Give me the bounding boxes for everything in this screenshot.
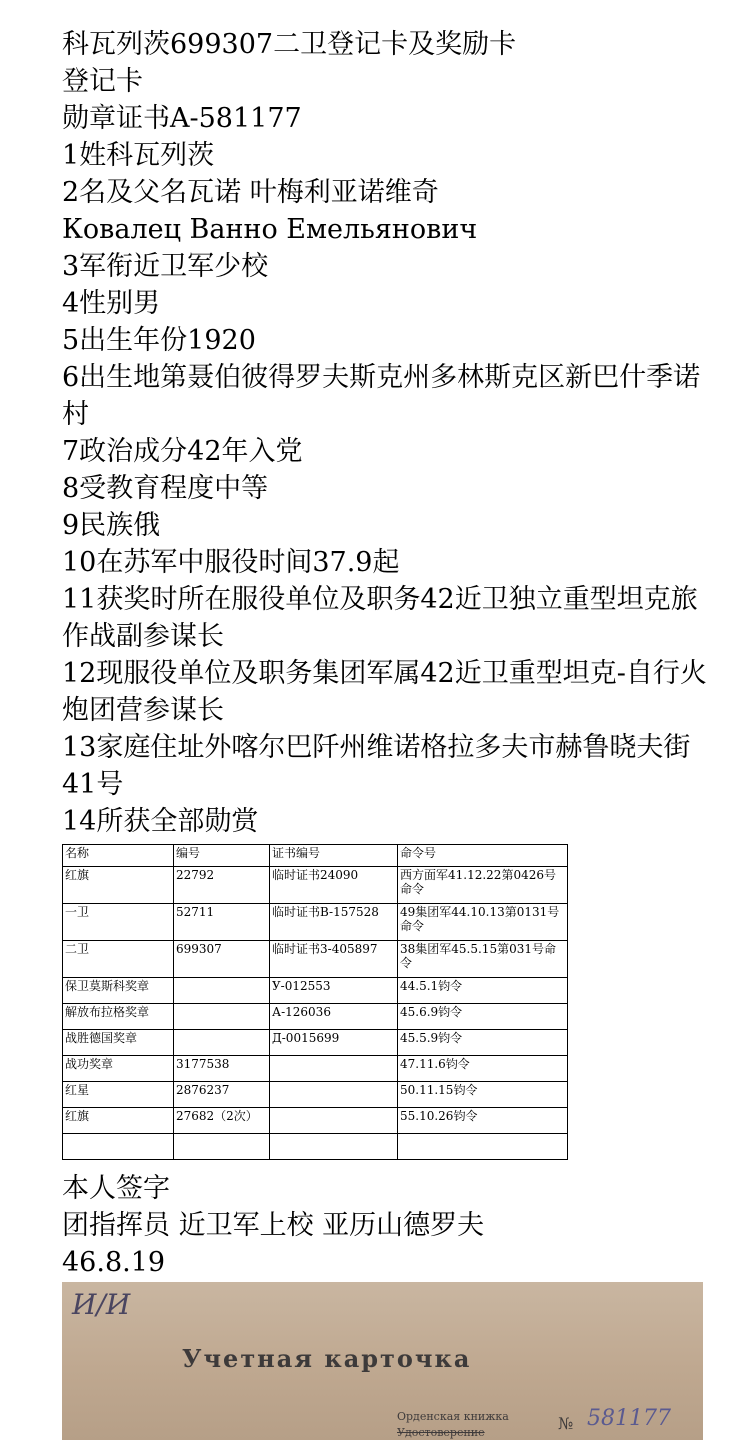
signature-label: 本人签字 — [62, 1173, 170, 1204]
section-heading: 登记卡 — [62, 66, 143, 97]
table-cell: 49集团军44.10.13第0131号命令 — [398, 904, 568, 941]
document-title: 科瓦列茨699307二卫登记卡及奖励卡 — [62, 29, 517, 60]
table-cell: 52711 — [174, 904, 270, 941]
table-row — [63, 1030, 568, 1056]
record-line: 13家庭住址外喀尔巴阡州维诺格拉多夫市赫鲁晓夫街41号 — [62, 732, 691, 800]
number-sign: № — [558, 1414, 574, 1433]
table-cell: 22792 — [174, 867, 270, 904]
table-row — [63, 1004, 568, 1030]
record-line: 3军衔近卫军少校 — [62, 251, 269, 282]
table-row — [63, 904, 568, 941]
record-line: 9民族俄 — [62, 510, 161, 541]
header-cell: 证书编号 — [270, 845, 398, 867]
table-cell: 临时证书B-157528 — [270, 904, 398, 941]
table-cell: 红旗 — [63, 867, 174, 904]
record-line: 2名及父名瓦诺 叶梅利亚诺维奇 — [62, 177, 439, 208]
header-cell: 命令号 — [398, 845, 568, 867]
date-line: 46.8.19 — [62, 1247, 166, 1278]
record-text — [62, 26, 712, 840]
table-cell: Д-0015699 — [270, 1030, 398, 1056]
table-cell — [63, 1134, 174, 1160]
record-line: 5出生年份1920 — [62, 325, 256, 356]
table-row — [63, 1056, 568, 1082]
table-row — [63, 941, 568, 978]
table-cell: 50.11.15钧令 — [398, 1082, 568, 1108]
table-cell: 55.10.26钧令 — [398, 1108, 568, 1134]
record-line: 1姓科瓦列茨 — [62, 140, 215, 171]
record-line: 勋章证书A-581177 — [62, 103, 302, 134]
header-cell: 编号 — [174, 845, 270, 867]
card-label: Орденская книжка — [397, 1410, 509, 1423]
record-line: 11获奖时所在服役单位及职务42近卫独立重型坦克旅作战副参谋长 — [62, 584, 698, 652]
table-cell — [398, 1134, 568, 1160]
table-cell — [270, 1108, 398, 1134]
table-cell: 解放布拉格奖章 — [63, 1004, 174, 1030]
card-title: Учетная карточка — [182, 1344, 472, 1373]
table-cell — [174, 1134, 270, 1160]
table-cell — [270, 1082, 398, 1108]
record-line: 6出生地第聂伯彼得罗夫斯克州多林斯克区新巴什季诺村 — [62, 362, 701, 430]
table-header-row — [63, 845, 568, 867]
handwritten-mark: И/И — [72, 1288, 131, 1321]
table-cell: У-012553 — [270, 978, 398, 1004]
table-row — [63, 1108, 568, 1134]
record-line: 7政治成分42年入党 — [62, 436, 303, 467]
table-cell: 战胜德国奖章 — [63, 1030, 174, 1056]
table-cell: 45.5.9钧令 — [398, 1030, 568, 1056]
table-row — [63, 1134, 568, 1160]
table-row — [63, 1082, 568, 1108]
table-cell — [174, 1030, 270, 1056]
table-cell: 红旗 — [63, 1108, 174, 1134]
table-cell: 27682（2次） — [174, 1108, 270, 1134]
table-cell: 西方面军41.12.22第0426号命令 — [398, 867, 568, 904]
record-line: Ковалец Ванно Емельянович — [62, 214, 478, 245]
table-cell: 3177538 — [174, 1056, 270, 1082]
table-row — [63, 867, 568, 904]
table-cell: 45.6.9钧令 — [398, 1004, 568, 1030]
table-cell — [174, 978, 270, 1004]
handwritten-number: 581177 — [587, 1406, 671, 1431]
table-cell: 47.11.6钧令 — [398, 1056, 568, 1082]
scanned-card-image — [62, 1282, 703, 1440]
table-cell — [270, 1056, 398, 1082]
table-cell: 临时证书3-405897 — [270, 941, 398, 978]
record-line: 4性别男 — [62, 288, 161, 319]
awards-table — [62, 844, 568, 1160]
record-line: 8受教育程度中等 — [62, 473, 269, 504]
table-cell — [174, 1004, 270, 1030]
table-cell: 一卫 — [63, 904, 174, 941]
table-cell: 临时证书24090 — [270, 867, 398, 904]
table-cell: 2876237 — [174, 1082, 270, 1108]
table-cell: А-126036 — [270, 1004, 398, 1030]
commander-line: 团指挥员 近卫军上校 亚历山德罗夫 — [62, 1210, 485, 1241]
table-cell: 战功奖章 — [63, 1056, 174, 1082]
table-cell: 红星 — [63, 1082, 174, 1108]
record-line: 12现服役单位及职务集团军属42近卫重型坦克-自行火炮团营参谋长 — [62, 658, 707, 726]
table-cell: 38集团军45.5.15第031号命令 — [398, 941, 568, 978]
signature-block — [62, 1170, 712, 1281]
table-cell: 44.5.1钧令 — [398, 978, 568, 1004]
table-cell — [270, 1134, 398, 1160]
card-label-struck: Удостоверение — [397, 1426, 485, 1439]
header-cell: 名称 — [63, 845, 174, 867]
table-cell: 二卫 — [63, 941, 174, 978]
record-line: 14所获全部勋赏 — [62, 806, 259, 837]
table-row — [63, 978, 568, 1004]
table-cell: 保卫莫斯科奖章 — [63, 978, 174, 1004]
table-cell: 699307 — [174, 941, 270, 978]
record-line: 10在苏军中服役时间37.9起 — [62, 547, 400, 578]
